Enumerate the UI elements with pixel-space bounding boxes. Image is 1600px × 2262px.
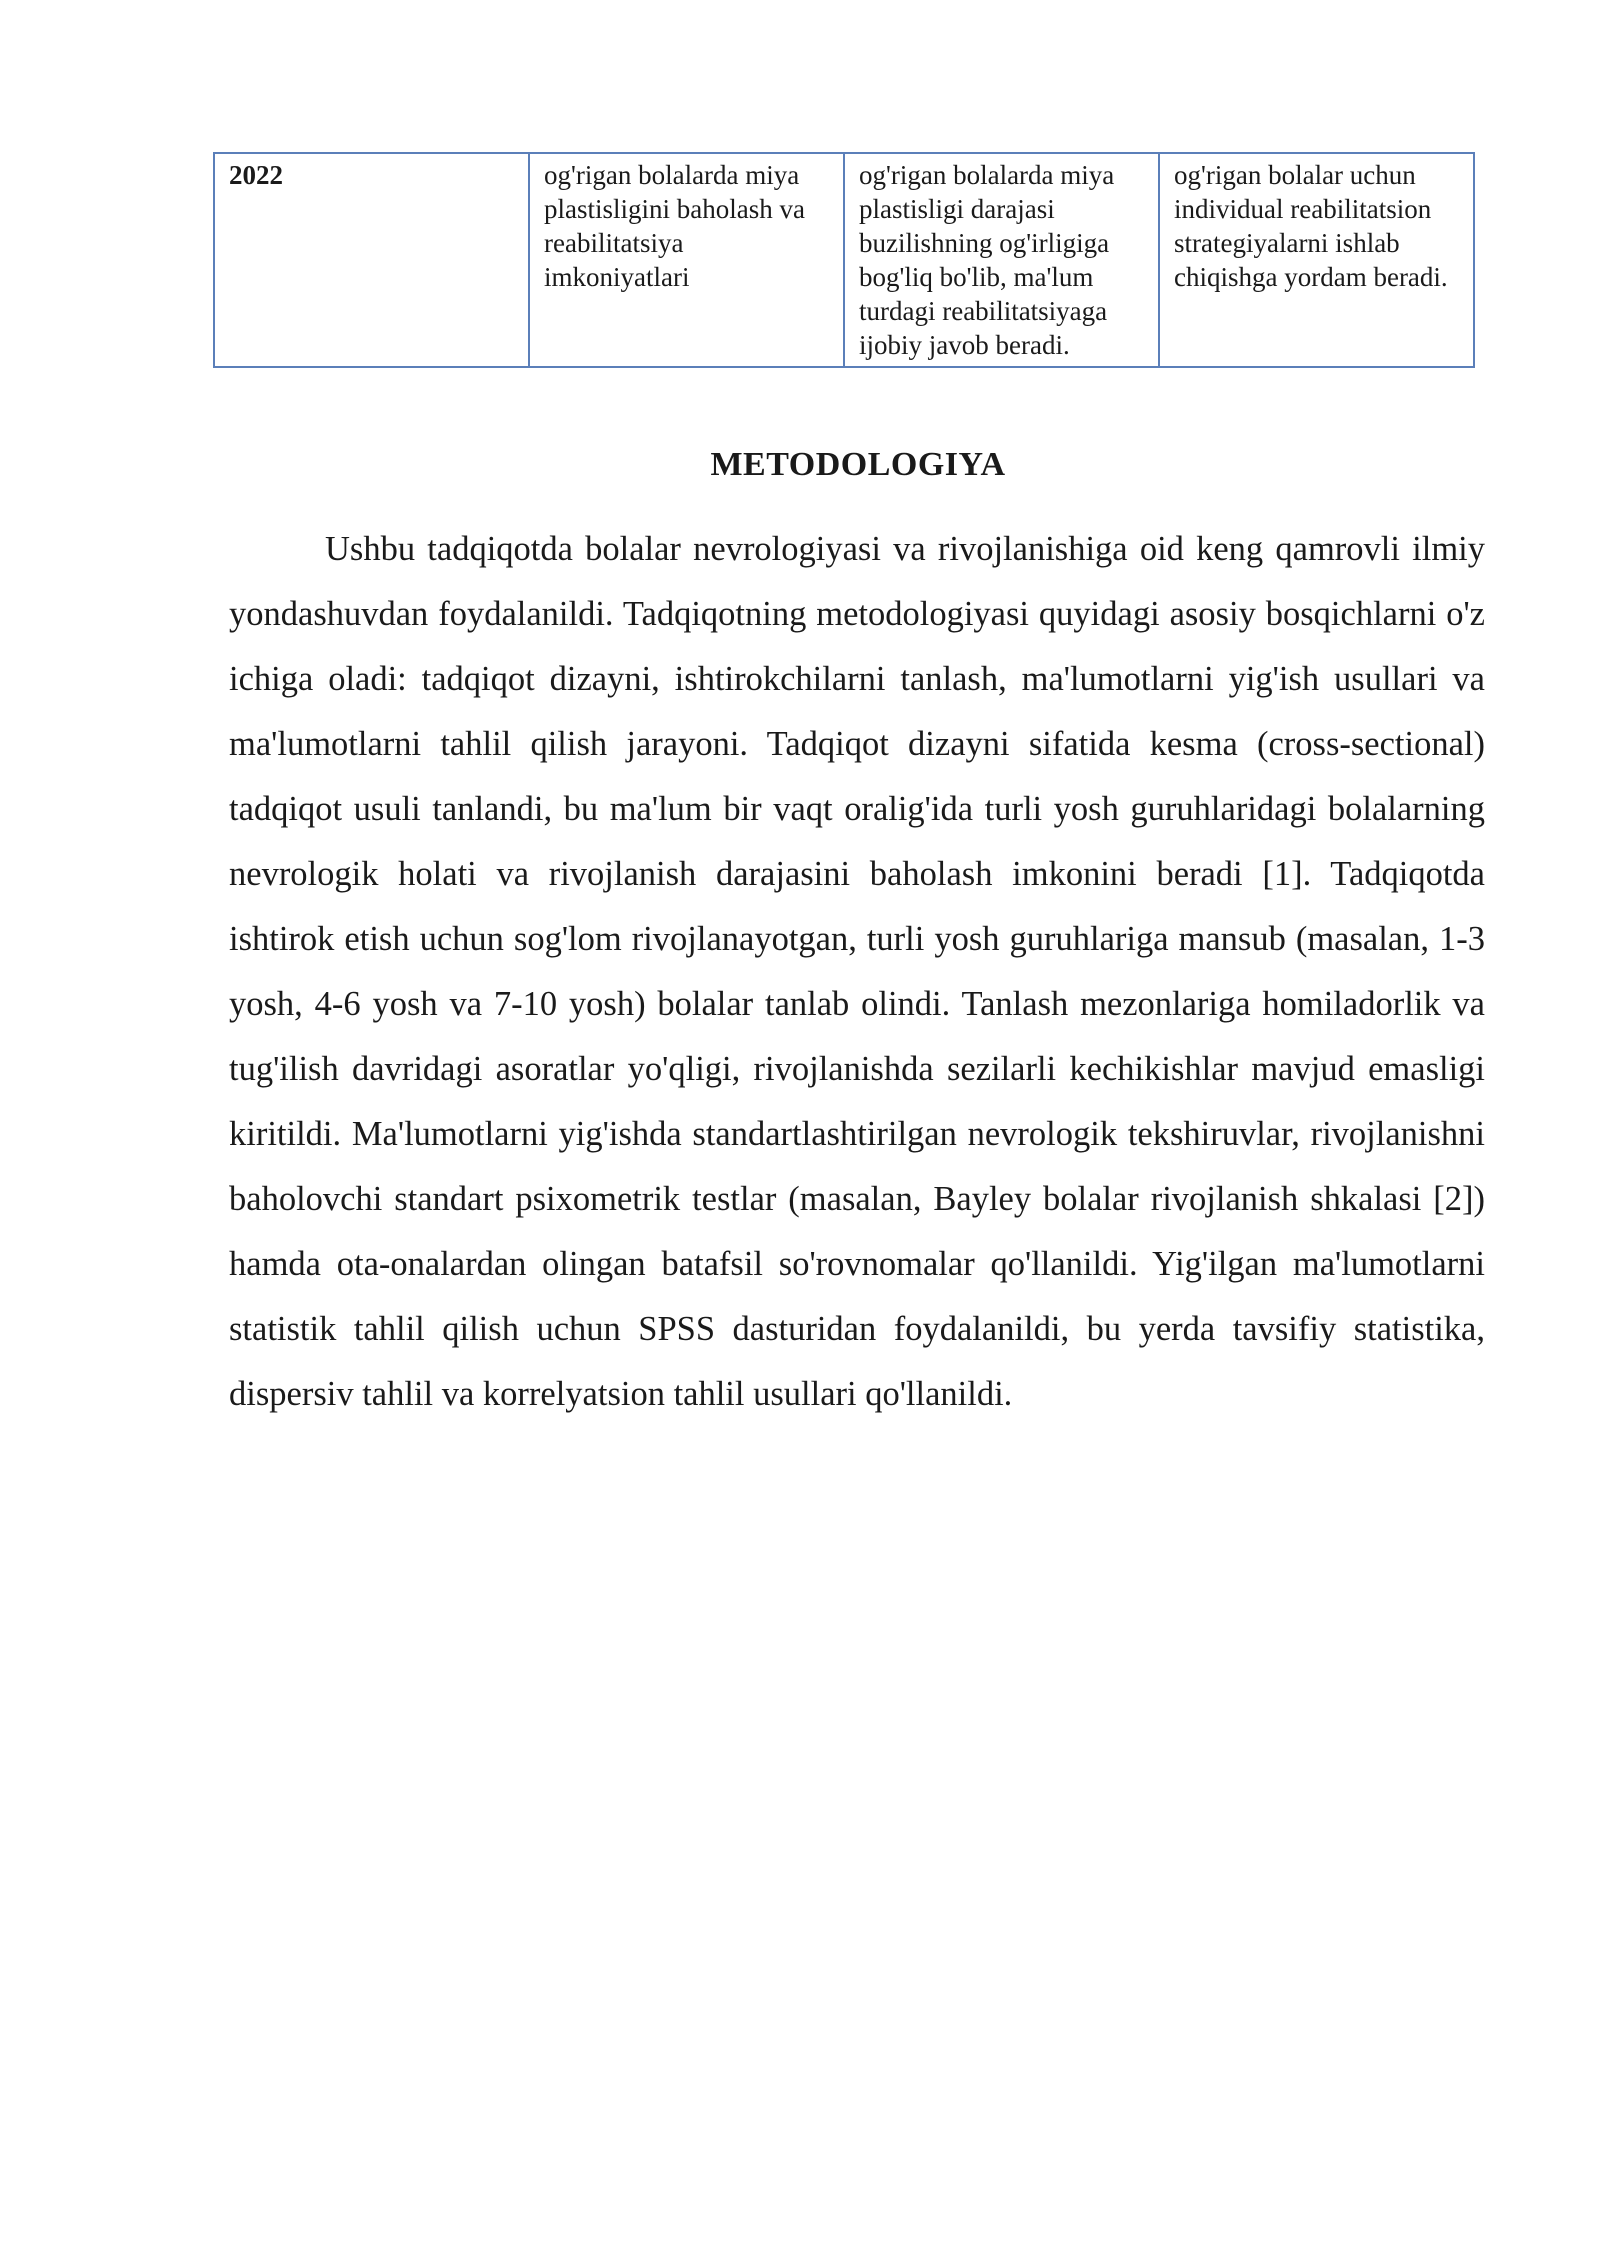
table-cell-finding: og'rigan bolalarda miya plastisligi darajasi buzilishning og'irligiga bog'liq bo'lib, ma'lum turdagi reabilitatsiyaga ijobiy javob beradi.	[844, 153, 1159, 367]
table-cell-year: 2022	[214, 153, 529, 367]
literature-review-table	[213, 152, 1475, 368]
section-heading: METODOLOGIYA	[710, 446, 1006, 483]
table-cell-topic: og'rigan bolalarda miya plastisligini baholash va reabilitatsiya imkoniyatlari	[529, 153, 844, 367]
table-row	[214, 153, 1474, 367]
table-cell-significance: og'rigan bolalar uchun individual reabilitatsion strategiyalarni ishlab chiqishga yordam beradi.	[1159, 153, 1474, 367]
methodology-paragraph: Ushbu tadqiqotda bolalar nevrologiyasi va rivojlanishiga oid keng qamrovli ilmiy yondashuvdan foydalanildi. Tadqiqotning metodologiyasi quyidagi asosiy bosqichlarni o'z ichiga oladi: tadqiqot dizayni, ishtirokchilarni tanlash, ma'lumotlarni yig'ish usullari va ma'lumotlarni tahlil qilish jarayoni. Tadqiqot dizayni sifatida kesma (cross-sectional) tadqiqot usuli tanlandi, bu ma'lum bir vaqt oralig'ida turli yosh guruhlaridagi bolalarning nevrologik holati va rivojlanish darajasini baholash imkonini beradi [1]. Tadqiqotda ishtirok etish uchun sog'lom rivojlanayotgan, turli yosh guruhlariga mansub (masalan, 1-3 yosh, 4-6 yosh va 7-10 yosh) bolalar tanlab olindi. Tanlash mezonlariga homiladorlik va tug'ilish davridagi asoratlar yo'qligi, rivojlanishda sezilarli kechikishlar mavjud emasligi kiritildi. Ma'lumotlarni yig'ishda standartlashtirilgan nevrologik tekshiruvlar, rivojlanishni baholovchi standart psixometrik testlar (masalan, Bayley bolalar rivojlanish shkalasi [2]) hamda ota-onalardan olingan batafsil so'rovnomalar qo'llanildi. Yig'ilgan ma'lumotlarni statistik tahlil qilish uchun SPSS dasturidan foydalanildi, bu yerda tavsifiy statistika, dispersiv tahlil va korrelyatsion tahlil usullari qo'llanildi.	[229, 530, 1485, 1413]
